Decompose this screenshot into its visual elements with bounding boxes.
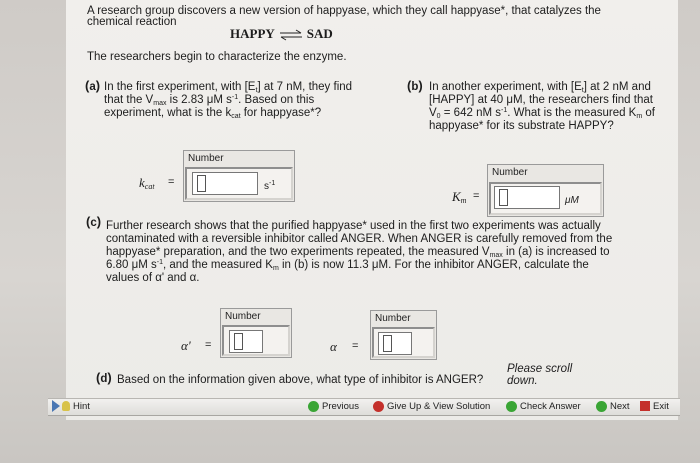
part-c-label: (c) <box>86 214 102 229</box>
hint-toolbar <box>48 398 680 416</box>
next-arrow-icon <box>596 401 607 412</box>
part-a-question: In the first experiment, with $[E_t]$ at 7 nM, they find that the $V_{max}$ is 2.83 μM $s^{-1}$. Based on this experiment, what is the $k_{cat}$ for happyase*? <box>104 81 353 120</box>
alpha-input[interactable] <box>378 332 412 355</box>
number-label: Number <box>375 313 411 324</box>
number-label: Number <box>225 311 261 322</box>
kcat-equals: = <box>168 176 175 188</box>
hint-button[interactable]: Hint <box>62 398 90 414</box>
reaction-equation <box>230 26 333 42</box>
hint-arrow-icon[interactable] <box>52 400 60 412</box>
km-symbol: $K_m$ <box>452 189 467 205</box>
exit-icon <box>640 401 650 411</box>
scroll-hint: Please scroll down. <box>507 363 573 387</box>
part-c-question: Further research shows that the purified happyase* used in the first two experiments was actually contaminated with a reversible inhibitor called ANGER. When ANGER is carefully removed from the happyase* preparation, and the two experiments repeated, the measured $V_{max}$ in (a) is increased to 6.80 μM $s^{-1}$, and the measured $K_m$ in (b) is now 11.3 μM. For the inhibitor ANGER, calculate the values of α' and α. <box>106 220 613 284</box>
exit-button[interactable]: Exit <box>640 398 669 414</box>
part-b-label: (b) <box>407 78 423 93</box>
km-unit: μM <box>565 195 579 206</box>
alpha-symbol: α <box>330 339 337 354</box>
check-circle-icon <box>506 401 517 412</box>
kcat-unit: $s^{-1}$ <box>264 180 276 192</box>
part-b-question: In another experiment, with $[E_t]$ at 2 nM and [HAPPY] at 40 μM, the researchers find that $V_0 = 642$ nM $s^{-1}$. What is the measured $K_m$ of happyase* for its substrate HAPPY? <box>429 81 655 132</box>
part-d-label: (d) <box>96 370 112 385</box>
previous-button[interactable]: Previous <box>308 398 359 414</box>
next-button[interactable]: Next <box>596 398 630 414</box>
alpha-prime-equals: = <box>205 339 212 351</box>
equilibrium-arrow-icon <box>278 29 304 41</box>
intro-line-2: chemical reaction <box>87 16 177 28</box>
lightbulb-icon <box>62 401 70 411</box>
characterize-text: The researchers begin to characterize the enzyme. <box>87 51 347 63</box>
previous-arrow-icon <box>308 401 319 412</box>
number-label: Number <box>188 153 224 164</box>
alpha-equals: = <box>352 340 359 352</box>
give-up-button[interactable]: Give Up & View Solution <box>373 398 490 414</box>
close-circle-icon <box>373 401 384 412</box>
part-d-question: Based on the information given above, what type of inhibitor is ANGER? <box>117 374 484 386</box>
alpha-prime-symbol: α' <box>181 338 191 353</box>
km-equals: = <box>473 190 480 202</box>
reactant: HAPPY <box>230 26 275 41</box>
product: SAD <box>306 26 333 41</box>
intro-line-1: A research group discovers a new version of happyase, which they call happyase*, that catalyzes the <box>87 5 601 17</box>
part-a-label: (a) <box>85 78 101 93</box>
alpha-prime-input[interactable] <box>229 330 263 353</box>
km-input[interactable] <box>494 186 560 209</box>
kcat-symbol: $k_{cat}$ <box>139 175 155 191</box>
check-answer-button[interactable]: Check Answer <box>506 398 581 414</box>
number-label: Number <box>492 167 528 178</box>
kcat-input[interactable] <box>192 172 258 195</box>
